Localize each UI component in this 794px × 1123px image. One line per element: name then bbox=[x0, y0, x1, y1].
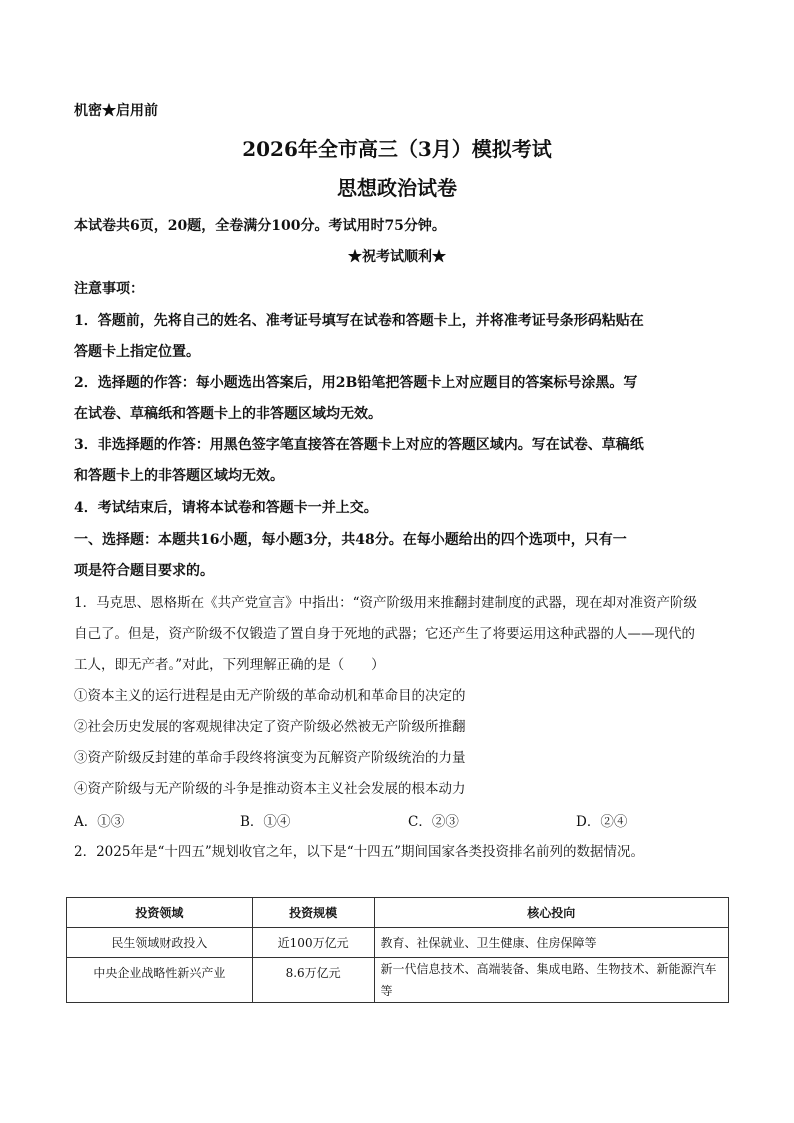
statement: ②社会历史发展的客观规律决定了资产阶级必然被无产阶级所推翻 bbox=[74, 719, 466, 735]
table-cell: 新一代信息技术、高端装备、集成电路、生物技术、新能源汽车等 bbox=[374, 958, 728, 1003]
notes-heading: 注意事项： bbox=[74, 281, 144, 297]
table-header: 投资规模 bbox=[252, 898, 374, 928]
note-line: 4．考试结束后，请将本试卷和答题卡一并上交。 bbox=[74, 500, 378, 516]
wish-line: ★祝考试顺利★ bbox=[348, 249, 446, 265]
note-line: 在试卷、草稿纸和答题卡上的非答题区域均无效。 bbox=[74, 406, 382, 422]
investment-table bbox=[66, 897, 729, 1003]
statement: ④资产阶级与无产阶级的斗争是推动资本主义社会发展的根本动力 bbox=[74, 781, 466, 797]
question-2-stem: 2．2025年是“十四五”规划收官之年，以下是“十四五”期间国家各类投资排名前列的数据情况。 bbox=[74, 844, 645, 860]
note-line: 1．答题前，先将自己的姓名、准考证号填写在试卷和答题卡上，并将准考证号条形码粘贴在 bbox=[74, 313, 644, 329]
option-b[interactable]: B．①④ bbox=[240, 814, 291, 830]
option-a[interactable]: A．①③ bbox=[74, 814, 125, 830]
exam-info: 本试卷共6页，20题，全卷满分100分。考试用时75分钟。 bbox=[74, 218, 446, 234]
note-line: 3．非选择题的作答：用黑色签字笔直接答在答题卡上对应的答题区域内。写在试卷、草稿纸 bbox=[74, 437, 644, 453]
table-header-row bbox=[67, 898, 729, 928]
option-d[interactable]: D．②④ bbox=[576, 814, 628, 830]
section-heading-cont: 项是符合题目要求的。 bbox=[74, 563, 214, 579]
question-1-options bbox=[74, 810, 730, 830]
exam-title: 2026年全市高三（3月）模拟考试 bbox=[242, 137, 552, 161]
question-1-stem: 1．马克思、恩格斯在《共产党宣言》中指出：“资产阶级用来推翻封建制度的武器，现在却对准资产阶级 bbox=[74, 595, 697, 611]
note-line: 和答题卡上的非答题区域均无效。 bbox=[74, 468, 284, 484]
table-cell: 8.6万亿元 bbox=[252, 958, 374, 1003]
secret-tag: 机密★启用前 bbox=[74, 103, 158, 119]
table-header: 投资领域 bbox=[67, 898, 253, 928]
question-1-stem: 自己了。但是，资产阶级不仅锻造了置自身于死地的武器；它还产生了将要运用这种武器的人——现代的 bbox=[74, 626, 695, 642]
table-cell: 近100万亿元 bbox=[252, 928, 374, 958]
note-line: 答题卡上指定位置。 bbox=[74, 344, 200, 360]
section-heading: 一、选择题：本题共16小题，每小题3分，共48分。在每小题给出的四个选项中，只有一 bbox=[74, 532, 627, 548]
note-line: 2．选择题的作答：每小题选出答案后，用2B铅笔把答题卡上对应题目的答案标号涂黑。写 bbox=[74, 375, 638, 391]
statement: ①资本主义的运行进程是由无产阶级的革命动机和革命目的决定的 bbox=[74, 688, 466, 704]
table-row bbox=[67, 958, 729, 1003]
table-cell: 民生领域财政投入 bbox=[67, 928, 253, 958]
statement: ③资产阶级反封建的革命手段终将演变为瓦解资产阶级统治的力量 bbox=[74, 750, 466, 766]
table-header: 核心投向 bbox=[374, 898, 728, 928]
exam-subtitle: 思想政治试卷 bbox=[337, 176, 457, 200]
question-1-stem: 工人，即无产者。”对此，下列理解正确的是（ ） bbox=[74, 657, 385, 673]
table-row bbox=[67, 928, 729, 958]
option-c[interactable]: C．②③ bbox=[408, 814, 459, 830]
table-cell: 中央企业战略性新兴产业 bbox=[67, 958, 253, 1003]
table-cell: 教育、社保就业、卫生健康、住房保障等 bbox=[374, 928, 728, 958]
